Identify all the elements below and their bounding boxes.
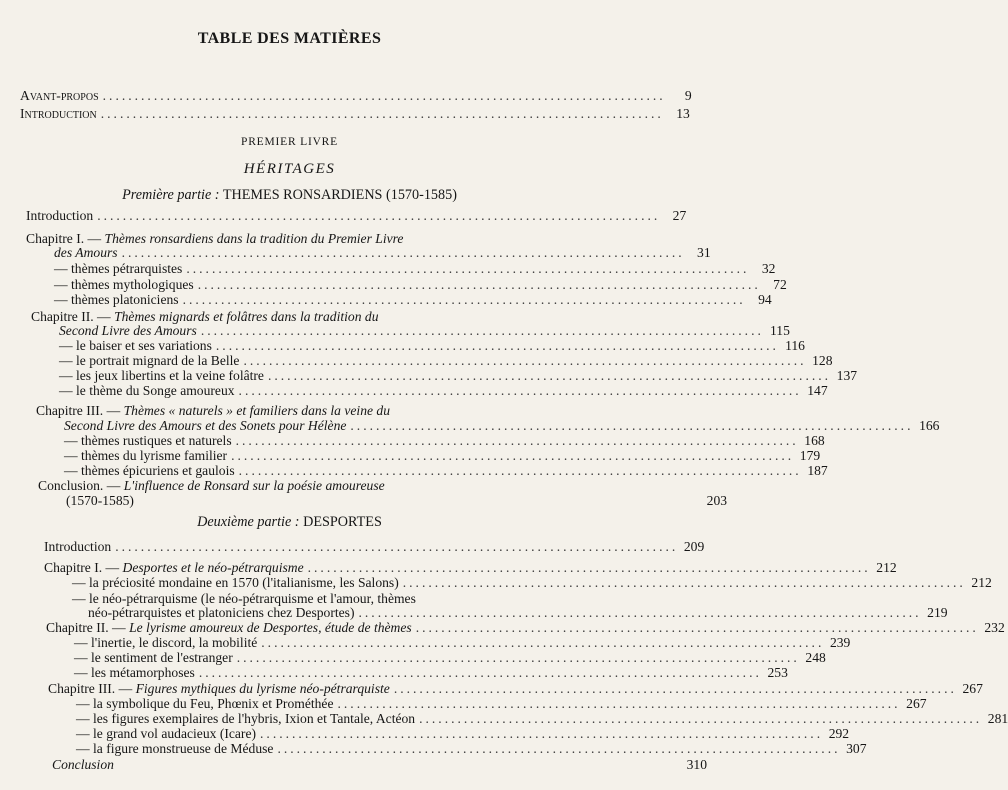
toc-p2-conclusion[interactable] (52, 757, 707, 772)
toc-conclusion-p1-line2[interactable] (66, 493, 728, 508)
page-number: 137 (836, 368, 858, 383)
part-heading-2 (0, 514, 579, 531)
page-title: TABLE DES MATIÈRES (197, 30, 382, 47)
leader-dots: ........................................................................................ (277, 741, 841, 756)
page-number: 115 (769, 323, 790, 338)
toc-subentry[interactable] (59, 383, 828, 398)
page-number: 248 (805, 650, 826, 665)
leader-dots: ........................................................................................ (198, 665, 762, 680)
leader-dots: ........................................................................................ (350, 418, 914, 433)
leader-dots: ........................................................................................ (238, 383, 802, 398)
part-prefix: Première partie : (122, 187, 220, 203)
leader-dots: ........................................................................................ (197, 277, 761, 292)
toc-label: Introduction (20, 106, 97, 121)
leader-dots: ........................................................................................ (115, 539, 679, 554)
leader-dots: ........................................................................................ (419, 711, 983, 726)
part-heading-1 (0, 187, 579, 204)
chapter-head: Conclusion. — (38, 478, 121, 493)
toc-chapter-2-line2[interactable] (59, 323, 790, 338)
chapter-title-cont: (1570-1585) (66, 493, 134, 508)
leader-dots: ........................................................................................ (415, 620, 979, 635)
toc-subentry[interactable] (59, 338, 805, 353)
toc-label: — le portrait mignard de la Belle (59, 353, 240, 368)
toc-subentry[interactable] (59, 353, 833, 368)
leader-dots: ........................................................................................ (307, 560, 871, 575)
page-number: 212 (876, 560, 897, 575)
toc-entry-avant-propos[interactable] (20, 88, 692, 103)
leader-dots: ........................................................................................ (231, 448, 795, 463)
toc-subentry[interactable] (74, 635, 851, 650)
book-heading: PREMIER LIVRE (241, 136, 338, 148)
chapter-title: Thèmes mignards et folâtres dans la tradition du (114, 309, 379, 324)
toc-chapter-1-line1[interactable] (26, 231, 497, 246)
leader-dots (138, 493, 701, 508)
toc-subentry[interactable] (72, 575, 992, 590)
page-number: 116 (785, 338, 805, 353)
leader-dots: ........................................................................................ (100, 106, 664, 121)
page-number: 232 (984, 620, 1005, 635)
page-number: 310 (686, 757, 707, 772)
book-subtitle: HÉRITAGES (243, 161, 336, 177)
part-prefix: Deuxième partie : (197, 514, 300, 530)
page-number: 267 (962, 681, 983, 696)
toc-subentry[interactable] (64, 463, 828, 478)
page-number: 94 (758, 292, 772, 307)
page-number: 187 (807, 463, 828, 478)
chapter-title: Le lyrisme amoureux de Desportes, étude de thèmes (129, 620, 412, 635)
toc-label: Avant-propos (20, 88, 99, 103)
toc-label: — la préciosité mondaine en 1570 (l'italianisme, les Salons) (72, 575, 399, 590)
chapter-title: Figures mythiques du lyrisme néo-pétrarquiste (135, 681, 390, 696)
chapter-head: Chapitre I. — (26, 231, 102, 246)
leader-dots: ........................................................................................ (102, 88, 666, 103)
toc-label: — les jeux libertins et la veine folâtre (59, 368, 264, 383)
toc-label: — le baiser et ses variations (59, 338, 212, 353)
toc-chapter-3-line1[interactable] (36, 403, 497, 418)
toc-subentry[interactable] (54, 292, 772, 307)
leader-dots: ........................................................................................ (236, 650, 800, 665)
toc-label: — thèmes mythologiques (54, 277, 194, 292)
toc-label: Introduction (26, 208, 94, 223)
toc-subentry[interactable] (74, 650, 826, 665)
page-number: 128 (812, 353, 833, 368)
toc-subentry[interactable] (64, 448, 821, 463)
toc-label: — le grand vol audacieux (Icare) (76, 726, 257, 741)
leader-dots: ........................................................................................ (402, 575, 966, 590)
toc-label: — thèmes platoniciens (54, 292, 179, 307)
toc-chapter-3-line2[interactable] (64, 418, 940, 433)
toc-p2-chapter-1[interactable] (44, 560, 897, 575)
toc-subentry[interactable] (54, 277, 787, 292)
chapter-title-cont: des Amours (54, 245, 118, 260)
chapter-title-cont: Second Livre des Amours et des Sonets pour Hélène (64, 418, 347, 433)
toc-entry-p2-introduction[interactable] (44, 539, 705, 554)
toc-label: — le thème du Songe amoureux (59, 383, 235, 398)
toc-subentry[interactable] (59, 368, 858, 383)
page-number: 212 (971, 575, 992, 590)
chapter-title: Thèmes « naturels » et familiers dans la veine du (123, 403, 391, 418)
toc-label: — le sentiment de l'estranger (74, 650, 233, 665)
page-number: 32 (761, 261, 776, 276)
chapter-head: Chapitre I. — (44, 560, 120, 575)
toc-subentry-line1[interactable] (72, 591, 497, 606)
toc-p2-chapter-2[interactable] (46, 620, 1005, 635)
leader-dots: ........................................................................................ (243, 353, 807, 368)
page-number: 267 (906, 696, 927, 711)
leader-dots: ........................................................................................ (200, 323, 764, 338)
leader-dots: ........................................................................................ (358, 605, 922, 620)
toc-subentry[interactable] (76, 711, 1008, 726)
leader-dots: ........................................................................................ (235, 433, 799, 448)
page-number: 179 (799, 448, 821, 463)
chapter-head: Chapitre III. — (48, 681, 133, 696)
leader-dots: ........................................................................................ (97, 208, 661, 223)
page-number: 253 (767, 665, 788, 680)
part-title: DESPORTES (303, 514, 382, 530)
toc-conclusion-p1-line1[interactable] (38, 478, 497, 493)
toc-label: — les métamorphoses (74, 665, 195, 680)
leader-dots: ........................................................................................ (393, 681, 957, 696)
leader-dots: ........................................................................................ (182, 292, 746, 307)
toc-chapter-1-line2[interactable] (54, 245, 711, 260)
page-number: 292 (828, 726, 850, 741)
chapter-title: Thèmes ronsardiens dans la tradition du Premier Livre (104, 231, 404, 246)
toc-entry-p1-introduction[interactable] (26, 208, 687, 223)
page-number: 209 (683, 539, 705, 554)
leader-dots: ........................................................................................ (260, 726, 824, 741)
toc-label: Introduction (44, 539, 112, 554)
leader-dots: ........................................................................................ (261, 635, 825, 650)
leader-dots: ........................................................................................ (337, 696, 901, 711)
leader-dots: ........................................................................................ (238, 463, 802, 478)
leader-dots: ........................................................................................ (121, 245, 685, 260)
chapter-title: Desportes et le néo-pétrarquisme (122, 560, 304, 575)
page-number: 203 (706, 493, 728, 508)
toc-subentry[interactable] (54, 261, 776, 276)
chapter-head: Chapitre II. — (31, 309, 111, 324)
toc-entry-introduction[interactable] (20, 106, 690, 121)
page-number: 147 (807, 383, 828, 398)
page-number: 72 (773, 277, 787, 292)
page-number: 239 (829, 635, 851, 650)
toc-subentry[interactable] (76, 726, 850, 741)
chapter-title: L'influence de Ronsard sur la poésie amoureuse (123, 478, 385, 493)
toc-label: — le néo-pétrarquisme (le néo-pétrarquisme et l'amour, thèmes (72, 591, 416, 606)
leader-dots: ........................................................................................ (186, 261, 750, 276)
toc-label: Conclusion (52, 757, 114, 772)
leader-dots: ........................................................................................ (267, 368, 832, 383)
leader-dots: ........................................................................................ (215, 338, 779, 353)
toc-label: — thèmes du lyrisme familier (64, 448, 228, 463)
part-title: THEMES RONSARDIENS (1570-1585) (222, 187, 457, 203)
toc-subentry[interactable] (74, 665, 788, 680)
chapter-head: Chapitre II. — (46, 620, 126, 635)
toc-label: — l'inertie, le discord, la mobilité (74, 635, 258, 650)
page-number: 281 (987, 711, 1008, 726)
toc-label: — thèmes épicuriens et gaulois (64, 463, 235, 478)
page-number: 168 (804, 433, 825, 448)
toc-p2-chapter-3[interactable] (48, 681, 983, 696)
toc-subentry[interactable] (64, 433, 825, 448)
toc-label: — thèmes pétrarquistes (54, 261, 183, 276)
page-number: 9 (684, 88, 692, 103)
page-number: 13 (676, 106, 690, 121)
page-number: 219 (927, 605, 948, 620)
page-number: 166 (919, 418, 940, 433)
toc-label: — thèmes rustiques et naturels (64, 433, 232, 448)
page-number: 31 (697, 245, 711, 260)
leader-dots (118, 757, 681, 772)
toc-subentry-line2[interactable] (88, 605, 948, 620)
chapter-head: Chapitre III. — (36, 403, 121, 418)
toc-label-cont: néo-pétrarquistes et platoniciens chez Desportes) (88, 605, 355, 620)
page-number: 27 (672, 208, 687, 223)
toc-subentry[interactable] (76, 741, 867, 756)
toc-label: — la symbolique du Feu, Phœnix et Prométhée (76, 696, 334, 711)
chapter-title-cont: Second Livre des Amours (59, 323, 197, 338)
toc-label: — la figure monstrueuse de Méduse (76, 741, 274, 756)
toc-chapter-2-line1[interactable] (31, 309, 497, 324)
page-number: 307 (846, 741, 867, 756)
toc-label: — les figures exemplaires de l'hybris, Ixion et Tantale, Actéon (76, 711, 416, 726)
toc-subentry[interactable] (76, 696, 927, 711)
